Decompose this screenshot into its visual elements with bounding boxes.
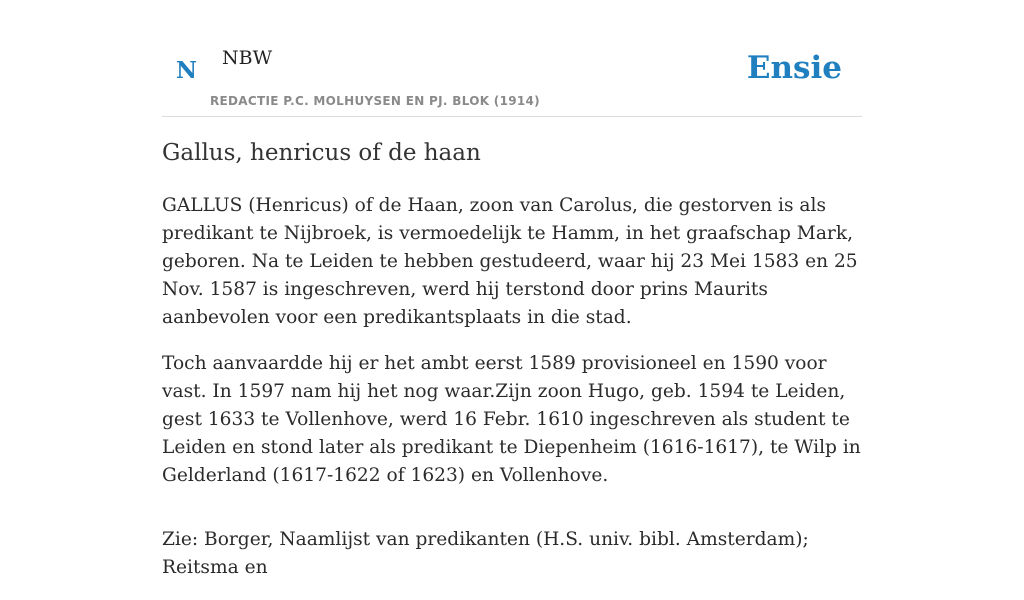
article-paragraph-sources: Zie: Borger, Naamlijst van predikanten (H.S. univ. bibl. Amsterdam); Reitsma en [162, 529, 809, 578]
article-body [162, 192, 872, 600]
article-paragraph: GALLUS (Henricus) of de Haan, zoon van Carolus, die gestorven is als predikant te Nijbroek, is vermoedelijk te Hamm, in het graafschap Mark, geboren. Na te Leiden te hebben gestudeerd, waar hij 23 Mei 1583 en 25 Nov. 1587 is ingeschreven, werd hij terstond door prins Maurits aanbevolen voor een predikantsplaats in die stad. [162, 195, 858, 328]
source-subtitle: REDACTIE P.C. MOLHUYSEN EN PJ. BLOK (1914) [210, 94, 540, 108]
article-paragraph: Toch aanvaardde hij er het ambt eerst 1589 provisioneel en 1590 voor vast. In 1597 nam hij het nog waar.Zijn zoon Hugo, geb. 1594 te Leiden, gest 1633 te Vollenhove, werd 16 Febr. 1610 ingeschreven als student te Leiden en stond later als predikant te Diepenheim (1616-1617), te Wilp in Gelderland (1617-1622 of 1623) en Vollenhove. [162, 353, 861, 486]
ensie-logo[interactable]: Ensie [746, 50, 842, 86]
page-title: Gallus, henricus of de haan [162, 140, 481, 166]
source-header [162, 40, 862, 117]
source-name[interactable]: NBW [222, 47, 273, 69]
source-logo[interactable]: N [176, 57, 198, 84]
